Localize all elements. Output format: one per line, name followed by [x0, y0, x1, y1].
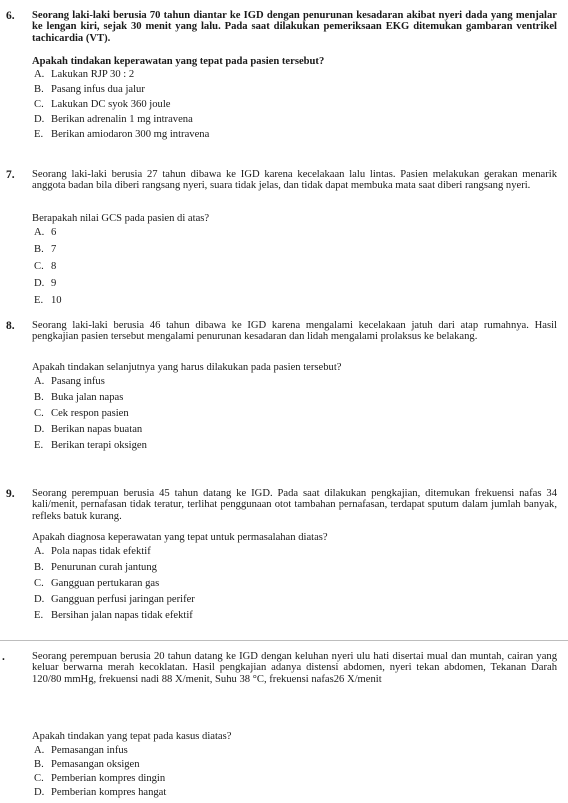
option-e: E. Berikan amiodaron 300 mg intravena: [34, 129, 210, 140]
question-number: 8.: [6, 320, 15, 332]
option-a: A. 6: [34, 227, 57, 238]
option-d: D. Berikan napas buatan: [34, 424, 143, 435]
option-c: C. Pemberian kompres dingin: [34, 773, 166, 784]
question-stem: Seorang perempuan berusia 45 tahun datang ke IGD. Pada saat dilakukan pengkajian, ditemukan frekuensi nafas 34 kali/menit, pernafasan tidak teratur, terlihat penggunaan otot tambahan pernafasan, terdapat sputum dalam jumlah banyak, refleks batuk kurang.: [32, 488, 557, 522]
option-b: B. Buka jalan napas: [34, 392, 124, 403]
question-prompt: Apakah diagnosa keperawatan yang tepat untuk permasalahan diatas?: [32, 532, 328, 543]
option-e: E. 10: [34, 295, 62, 306]
option-b: B. 7: [34, 244, 57, 255]
option-b: B. Pemasangan oksigen: [34, 759, 140, 770]
option-a: A. Pasang infus: [34, 376, 105, 387]
option-b: B. Pasang infus dua jalur: [34, 84, 145, 95]
question-stem: Seorang laki-laki berusia 46 tahun dibawa ke IGD karena mengalami kecelakaan jatuh dari atap rumahnya. Hasil pengkajian pasien tersebut mengalami penurunan kesadaran dan lidah mengalami prolaksus ke belakang.: [32, 320, 557, 343]
question-number: 6.: [6, 10, 15, 22]
option-d: D. Berikan adrenalin 1 mg intravena: [34, 114, 193, 125]
question-prompt: Apakah tindakan keperawatan yang tepat pada pasien tersebut?: [32, 56, 325, 67]
option-d: D. Gangguan perfusi jaringan perifer: [34, 594, 195, 605]
option-c: C. Cek respon pasien: [34, 408, 129, 419]
question-number: 9.: [6, 488, 15, 500]
question-number: 7.: [6, 169, 15, 181]
option-c: C. 8: [34, 261, 57, 272]
option-a: A. Pemasangan infus: [34, 745, 128, 756]
option-e: E. Bersihan jalan napas tidak efektif: [34, 610, 193, 621]
option-c: C. Gangguan pertukaran gas: [34, 578, 160, 589]
option-d: D. 9: [34, 278, 57, 289]
option-d: D. Pemberian kompres hangat: [34, 787, 167, 798]
option-b: B. Penurunan curah jantung: [34, 562, 157, 573]
question-number: .: [2, 651, 5, 663]
question-prompt: Apakah tindakan selanjutnya yang harus dilakukan pada pasien tersebut?: [32, 362, 342, 373]
option-a: A. Pola napas tidak efektif: [34, 546, 151, 557]
question-stem: Seorang laki-laki berusia 70 tahun diantar ke IGD dengan penurunan kesadaran akibat nyeri dada yang menjalar ke lengan kiri, sejak 30 menit yang lalu. Pada saat dilakukan pemeriksaan EKG ditemukan gambaran ventrikel tachicardia (VT).: [32, 10, 557, 44]
section-divider: [0, 640, 568, 641]
question-prompt: Apakah tindakan yang tepat pada kasus diatas?: [32, 731, 232, 742]
question-stem: Seorang laki-laki berusia 27 tahun dibawa ke IGD karena kecelakaan lalu lintas. Pasien melakukan gerakan menarik anggota badan bila diberi rangsang nyeri, suara tidak jelas, dan tidak dapat membuka mata saat diberi rangsang nyeri.: [32, 169, 557, 192]
option-c: C. Lakukan DC syok 360 joule: [34, 99, 171, 110]
option-a: A. Lakukan RJP 30 : 2: [34, 69, 135, 80]
question-stem: Seorang perempuan berusia 20 tahun datang ke IGD dengan keluhan nyeri ulu hati disertai mual dan muntah, cairan yang keluar berwarna merah kecoklatan. Hasil pengkajian adanya distensi abdomen, nyeri tekan abdomen, Tekanan Darah 120/80 mmHg, frekuensi nadi 88 X/menit, Suhu 38 °C, frekuensi nafas26 X/menit: [32, 651, 557, 685]
option-e: E. Berikan terapi oksigen: [34, 440, 147, 451]
question-prompt: Berapakah nilai GCS pada pasien di atas?: [32, 213, 210, 224]
